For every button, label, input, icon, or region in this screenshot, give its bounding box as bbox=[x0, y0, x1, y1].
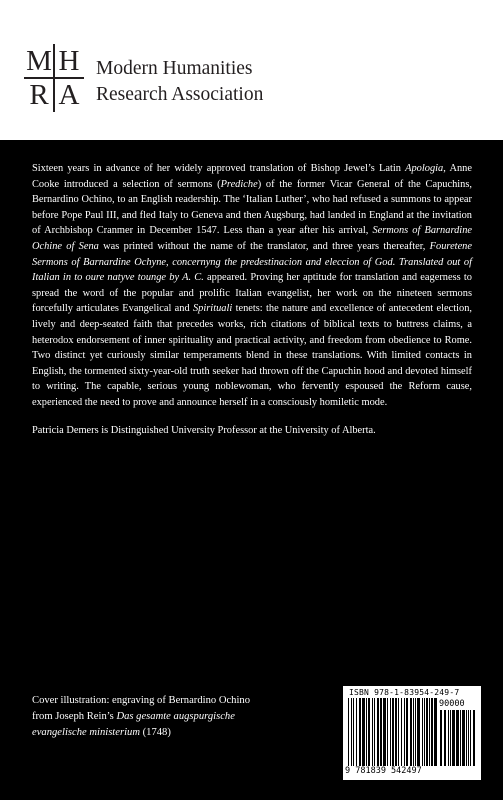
logo-letter-m: M bbox=[26, 45, 52, 77]
blurb-text: appeared. Proving her aptitude for translation and eagerness to spread the word of the popular and prolific Italian evangelist, her work on the nineteen sermons forcefully articulates Evangelical and bbox=[32, 272, 472, 315]
barcode-digits: 9 781839 542497 bbox=[345, 766, 422, 776]
back-cover-text bbox=[32, 161, 472, 438]
caption-line-2 bbox=[32, 709, 342, 725]
blurb-italic-fouretene-title: Fouretene Sermons of Barnardine Ochyne, concernyng the predestinacion and eleccion of God. Translated out of Italian in to oure natyve tounge by A. C. bbox=[32, 240, 472, 284]
blurb-italic-apologia: Apologia bbox=[405, 163, 444, 174]
association-name-line-2: Research Association bbox=[96, 84, 264, 105]
blurb-paragraph bbox=[32, 161, 472, 411]
caption-line-1: Cover illustration: engraving of Bernardino Ochino bbox=[32, 695, 251, 706]
blurb-text: , Anne Cooke introduced a selection of sermons ( bbox=[32, 163, 472, 190]
logo-letter-h: H bbox=[58, 45, 80, 77]
blurb-text: tenets: the nature and excellence of antecedent election, lively and deep-seated faith that precedes works, rich citations of biblical texts to buttress claims, a heterodox endorsement of inner spirituality and practical activity, and freedom from obedience to Rome. Two distinct yet curiously similar temperaments blend in these translations. With limited contacts in English, the tormented sixty-year-old truth seeker had thrown off the Capuchin hood and devoted himself to writing. The capable, serious young noblewoman, who fervently espoused the Reform cause, experienced the need to prove and announce herself in a consciously homiletic mode. bbox=[32, 303, 472, 408]
caption-line-3 bbox=[32, 725, 342, 741]
isbn-label: ISBN 978-1-83954-249-7 bbox=[349, 688, 460, 697]
blurb-italic-prediche: Prediche bbox=[220, 178, 258, 190]
publisher-header bbox=[0, 0, 503, 140]
blurb-text: ) of the former Vicar General of the Capuchins, Bernardino Ochino, to an English readership. The ‘Italian Luther’, who had refused a summons to appear before Pope Paul III, and fled Italy to Geneva and then Augsburg, had landed in England at the invitation of Archbishop Cranmer in December 1547. Less than a year after his arrival, bbox=[32, 178, 472, 237]
barcode-bars bbox=[347, 698, 439, 766]
caption-year: (1748) bbox=[139, 727, 171, 738]
logo-letter-r: R bbox=[29, 79, 49, 111]
isbn-barcode bbox=[343, 686, 481, 780]
blurb-text: Sixteen years in advance of her widely approved translation of Bishop Jewel’s Latin bbox=[32, 163, 406, 174]
caption-text: from Joseph Rein’s bbox=[32, 711, 117, 722]
caption-italic-title: evangelische ministerium bbox=[32, 727, 140, 738]
author-bio: Patricia Demers is Distinguished University Professor at the University of Alberta. bbox=[32, 424, 376, 436]
logo-letter-a: A bbox=[58, 79, 80, 111]
caption-italic-title: Das gesamte augspurgische bbox=[116, 711, 235, 722]
price-barcode-bars bbox=[439, 710, 477, 766]
blurb-italic-sermons-title: Sermons of Barnardine Ochine of Sena bbox=[32, 225, 472, 252]
logo-horizontal-rule bbox=[24, 77, 84, 79]
cover-illustration-caption bbox=[32, 693, 342, 741]
mhra-logo bbox=[24, 44, 84, 112]
blurb-italic-spirituali: Spirituali bbox=[192, 303, 233, 315]
blurb-text: was printed without the name of the translator, and three years thereafter, bbox=[98, 240, 430, 252]
association-name-line-1: Modern Humanities bbox=[96, 58, 253, 79]
price-code: 90000 bbox=[439, 699, 465, 709]
